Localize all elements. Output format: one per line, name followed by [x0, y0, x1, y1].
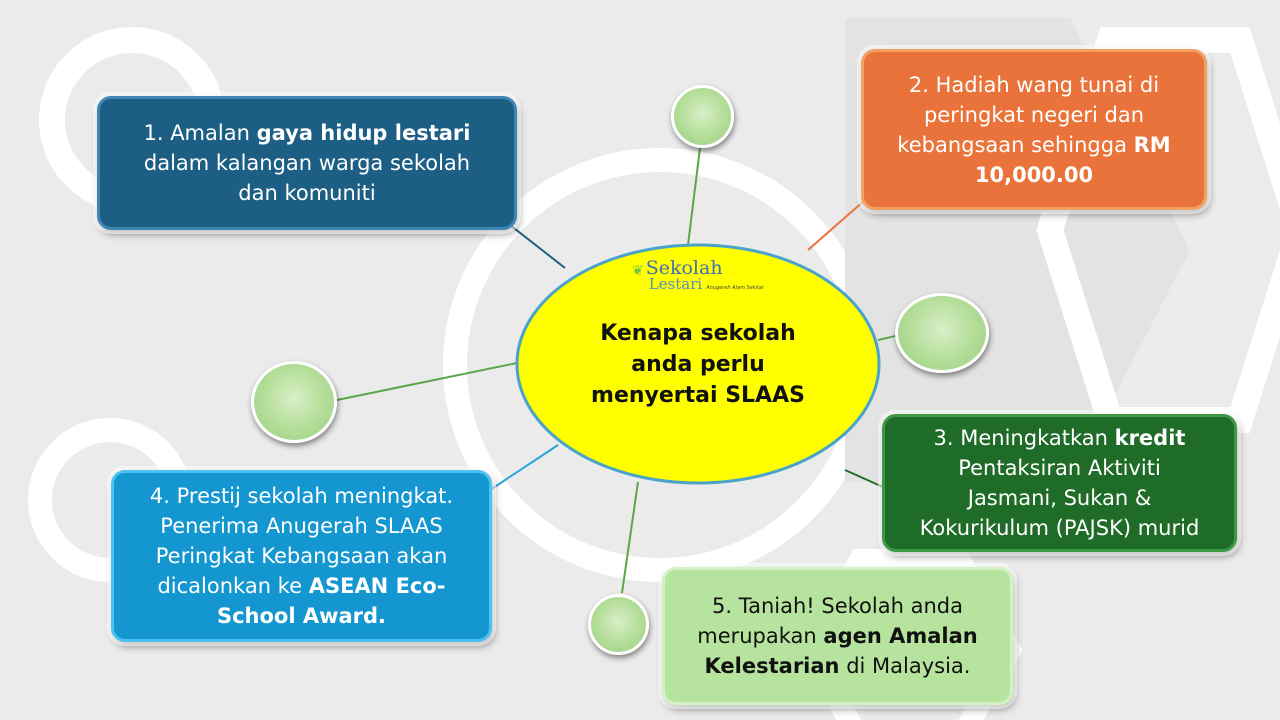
center-node: [517, 245, 879, 483]
box-text: dan komuniti: [238, 181, 376, 205]
center-title: [591, 318, 805, 411]
box-text: merupakan: [697, 624, 824, 648]
sekolah-lestari-logo: [631, 257, 765, 296]
box-text: kebangsaan sehingga: [897, 132, 1134, 157]
box-text-line: [934, 423, 1186, 453]
reason-box-1: [97, 96, 517, 230]
decor-bubble-bottom: [588, 594, 649, 655]
box-text-line: [150, 481, 453, 511]
box-text-line: [705, 651, 971, 681]
reason-box-3: [882, 414, 1237, 552]
logo-line1: Sekolah: [645, 257, 723, 279]
box-text: dicalonkan ke: [157, 574, 309, 598]
box-text: 4. Prestij sekolah meningkat.: [149, 484, 454, 508]
leaf-icon: ❦: [631, 263, 644, 279]
box-text: 1. Amalan: [143, 121, 257, 145]
box-text-line: [920, 513, 1200, 543]
box-text: peringkat negeri dan: [923, 102, 1145, 127]
box-text-line: [143, 118, 470, 148]
box-text: 3. Meningkatkan: [933, 426, 1115, 450]
decor-bubble-left: [251, 361, 337, 443]
box-text-line: [712, 591, 963, 621]
box-text-bold: agen Amalan: [823, 624, 978, 648]
box-text-bold: kredit: [1114, 426, 1186, 450]
box-text: Peringkat Kebangsaan akan: [155, 544, 448, 568]
box-text-bold: School Award.: [216, 604, 387, 628]
box-text: 2. Hadiah wang tunai di: [908, 72, 1160, 97]
box-text-bold: gaya hidup lestari: [256, 121, 471, 145]
box-text-line: [160, 511, 442, 541]
box-text-bold: RM: [1133, 132, 1171, 157]
box-text-bold: ASEAN Eco-: [308, 574, 446, 598]
reason-box-4: [111, 470, 492, 642]
box-text-line: [217, 601, 386, 631]
logo-tagline: Anugerah Alam Sekitar: [706, 285, 765, 291]
box-text: Jasmani, Sukan &: [967, 486, 1152, 510]
box-text-bold: Kelestarian: [704, 654, 840, 678]
box-text: 5. Taniah! Sekolah anda: [712, 594, 963, 618]
box-text: dalam kalangan warga sekolah: [143, 151, 471, 175]
box-text-line: [156, 541, 448, 571]
reason-box-5: [662, 567, 1013, 705]
box-text-line: [968, 483, 1151, 513]
box-text: Kokurikulum (PAJSK) murid: [919, 516, 1200, 540]
box-text: di Malaysia.: [839, 654, 971, 678]
center-title-line: menyertai SLAAS: [591, 383, 805, 408]
box-text-line: [697, 621, 978, 651]
box-text: Pentaksiran Aktiviti: [958, 456, 1161, 480]
connector-bubble-left: [337, 363, 517, 400]
box-text-line: [924, 100, 1144, 130]
box-text-line: [144, 148, 470, 178]
box-text-line: [238, 178, 375, 208]
box-text-bold: 10,000.00: [974, 162, 1094, 187]
center-title-line: anda perlu: [631, 352, 765, 377]
box-text-line: [975, 160, 1093, 190]
decor-bubble-top: [671, 85, 734, 148]
box-text-line: [157, 571, 445, 601]
decor-bubble-right: [895, 293, 989, 373]
box-text-line: [909, 70, 1159, 100]
box-text: Penerima Anugerah SLAAS: [160, 514, 443, 538]
center-title-line: Kenapa sekolah: [600, 321, 796, 346]
box-text-line: [958, 453, 1161, 483]
reason-box-2: [861, 49, 1207, 210]
logo-line2: Lestari: [648, 275, 703, 293]
box-text-line: [897, 130, 1170, 160]
